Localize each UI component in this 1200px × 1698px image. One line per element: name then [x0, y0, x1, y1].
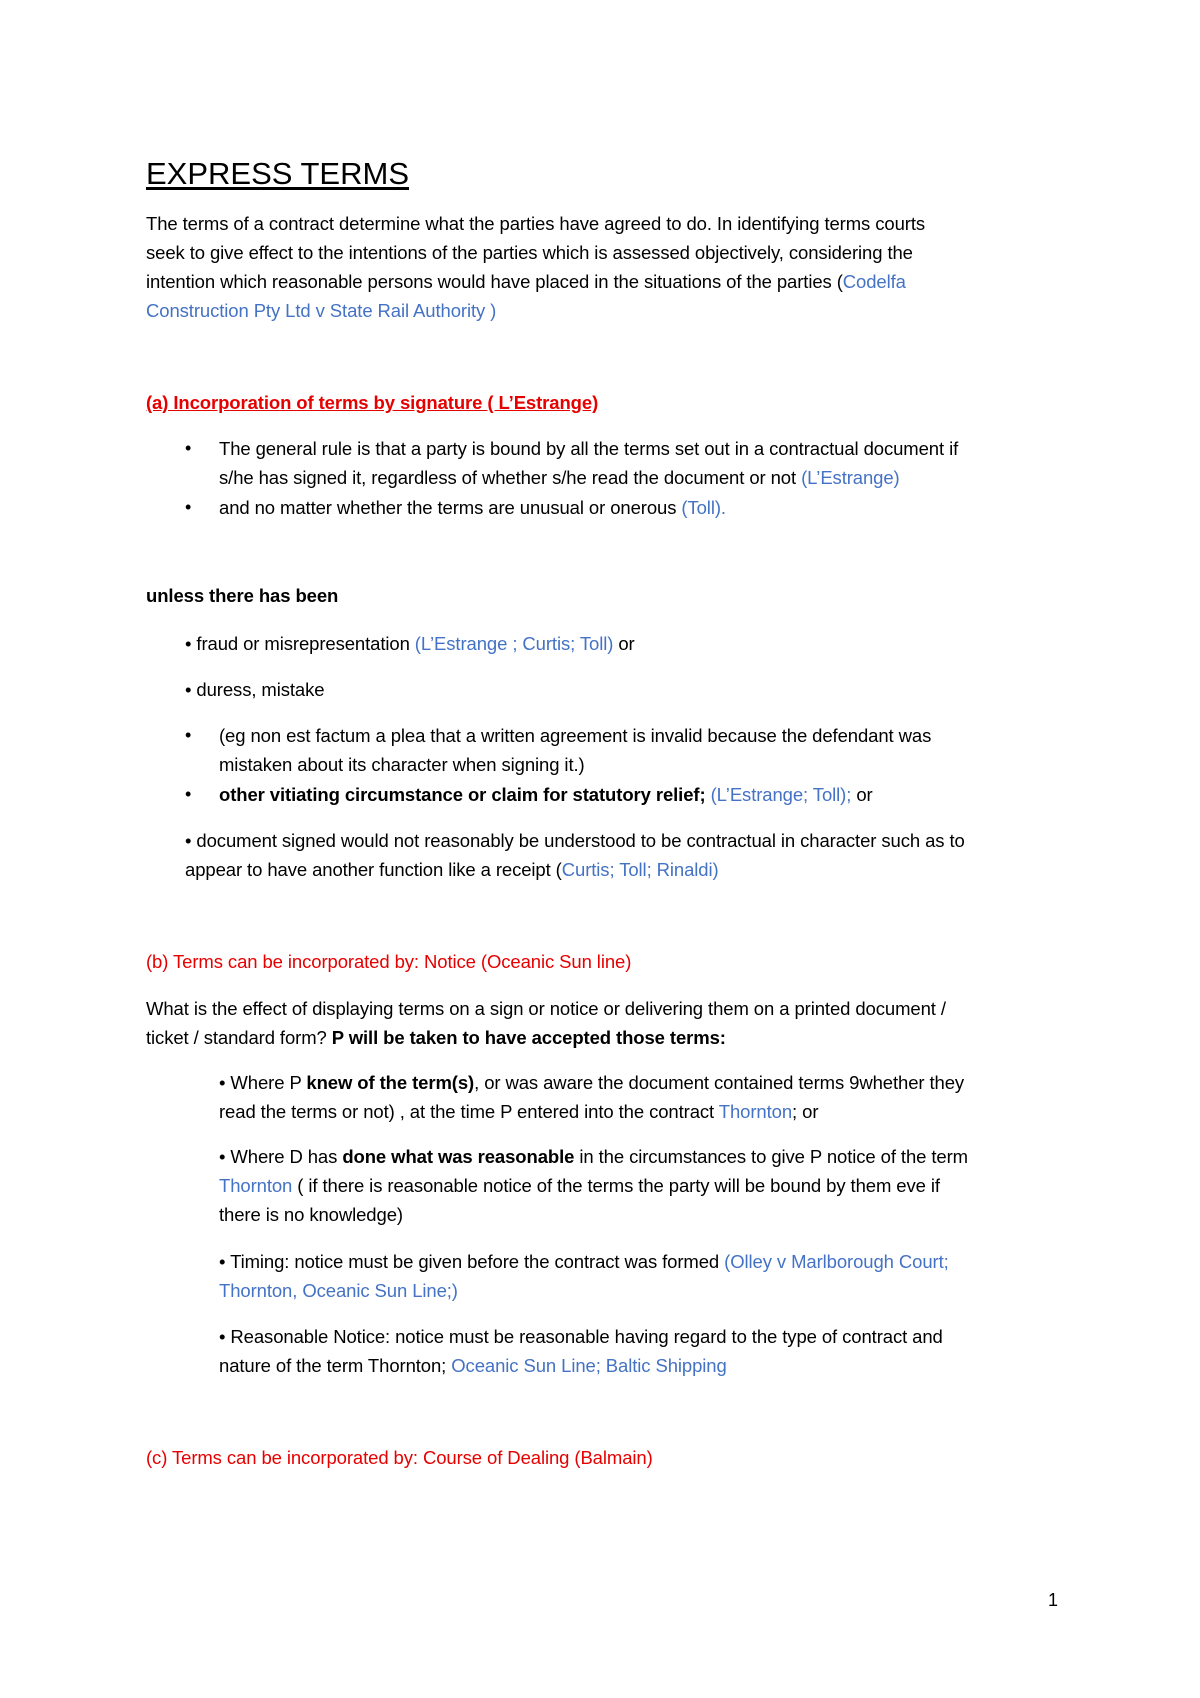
unless-item-5-line-2: [185, 858, 719, 882]
sec-a-bullet-2: [219, 496, 726, 520]
sec-b-point-1-bold: knew of the term(s): [306, 1072, 475, 1093]
unless-item-4-tail: or: [851, 784, 873, 805]
unless-item-3-line-2: mistaken about its character when signing it.): [219, 754, 585, 775]
unless-item-4-text: other vitiating circumstance or claim for statutory relief;: [219, 784, 711, 805]
case-citation: Curtis; Toll; Rinaldi): [561, 859, 719, 880]
intro-line-1: The terms of a contract determine what the parties have agreed to do. In identifying terms courts: [146, 213, 926, 234]
case-citation: Thornton: [718, 1101, 793, 1122]
sec-b-point-3-text: • Timing: notice must be given before the contract was formed: [219, 1251, 725, 1272]
case-citation-construction: Construction Pty Ltd v State Rail Authority ): [146, 300, 497, 321]
sec-a-bullet-1-line-2: [219, 466, 900, 490]
intro-line-3-text: intention which reasonable persons would have placed in the situations of the parties (: [146, 271, 843, 292]
case-citation: Thornton: [219, 1175, 293, 1196]
sec-b-point-4-line-1: • Reasonable Notice: notice must be reasonable having regard to the type of contract and: [219, 1326, 943, 1347]
section-b-heading: (b) Terms can be incorporated by: Notice (Oceanic Sun line): [146, 951, 632, 972]
sec-a-bullet-1-line-1: The general rule is that a party is bound by all the terms set out in a contractual document if: [219, 438, 959, 459]
unless-item-4: [219, 783, 873, 807]
sec-a-bullet-1-text: s/he has signed it, regardless of whether s/he read the document or not: [219, 467, 802, 488]
sec-b-point-2-line-2: [219, 1174, 940, 1198]
case-citation: (L’Estrange ; Curtis; Toll): [414, 633, 614, 654]
case-citation: (Olley v Marlborough Court;: [724, 1251, 949, 1272]
case-citation: (L’Estrange; Toll);: [710, 784, 852, 805]
unless-item-3-line-1: (eg non est factum a plea that a written agreement is invalid because the defendant was: [219, 725, 932, 746]
sec-b-point-2-text: • Where D has: [219, 1146, 343, 1167]
section-a-heading: (a) Incorporation of terms by signature ( L’Estrange): [146, 392, 599, 413]
sec-b-point-2-tail: in the circumstances to give P notice of the term: [574, 1146, 968, 1167]
bullet-icon: •: [185, 784, 192, 804]
page-number: 1: [1048, 1590, 1059, 1610]
bullet-icon: •: [185, 725, 192, 745]
page-title: EXPRESS TERMS: [146, 156, 410, 191]
case-citation: Oceanic Sun Line; Baltic Shipping: [451, 1355, 727, 1376]
sec-b-point-3-line-1: [219, 1250, 949, 1274]
sec-a-bullet-2-text: and no matter whether the terms are unusual or onerous: [219, 497, 682, 518]
sec-b-question-line-2: [146, 1026, 726, 1050]
bullet-icon: •: [185, 497, 192, 517]
section-c-heading: (c) Terms can be incorporated by: Course of Dealing (Balmain): [146, 1447, 653, 1468]
intro-line-3: [146, 270, 906, 294]
sec-b-point-1-line-2: [219, 1100, 818, 1124]
unless-item-1-text: • fraud or misrepresentation: [185, 633, 415, 654]
unless-heading: unless there has been: [146, 585, 339, 606]
unless-item-1: [185, 632, 635, 656]
sec-b-point-1-line-1: [219, 1071, 964, 1095]
case-citation: (L’Estrange): [801, 467, 900, 488]
sec-b-question-line-1: What is the effect of displaying terms on a sign or notice or delivering them on a printed document /: [146, 998, 946, 1019]
unless-item-1-tail: or: [613, 633, 635, 654]
intro-line-2: seek to give effect to the intentions of the parties which is assessed objectively, considering the: [146, 242, 913, 263]
sec-b-point-3-line-2: Thornton, Oceanic Sun Line;): [219, 1280, 458, 1301]
sec-b-point-2-line-2-text: ( if there is reasonable notice of the terms the party will be bound by them eve if: [292, 1175, 940, 1196]
sec-b-point-2-line-3: there is no knowledge): [219, 1204, 403, 1225]
sec-b-point-4-text: nature of the term Thornton;: [219, 1355, 452, 1376]
sec-b-point-1-text: • Where P: [219, 1072, 307, 1093]
sec-b-point-4-line-2: [219, 1354, 727, 1378]
case-citation-codelfa: Codelfa: [842, 271, 906, 292]
unless-item-5-line-1: • document signed would not reasonably be understood to be contractual in character such as to: [185, 830, 965, 851]
unless-item-2: • duress, mistake: [185, 679, 325, 700]
case-citation: (Toll).: [681, 497, 726, 518]
sec-b-point-1-line-2-tail: ; or: [792, 1101, 819, 1122]
sec-b-point-1-line-2-text: read the terms or not) , at the time P entered into the contract: [219, 1101, 719, 1122]
sec-b-point-2-bold: done what was reasonable: [342, 1146, 575, 1167]
bullet-icon: •: [185, 438, 192, 458]
sec-b-point-2-line-1: [219, 1145, 968, 1169]
sec-b-question-answer: P will be taken to have accepted those terms:: [331, 1027, 726, 1048]
sec-b-question-text: ticket / standard form?: [146, 1027, 332, 1048]
sec-b-point-1-tail: , or was aware the document contained terms 9whether they: [474, 1072, 965, 1093]
unless-item-5-text: appear to have another function like a receipt (: [185, 859, 562, 880]
